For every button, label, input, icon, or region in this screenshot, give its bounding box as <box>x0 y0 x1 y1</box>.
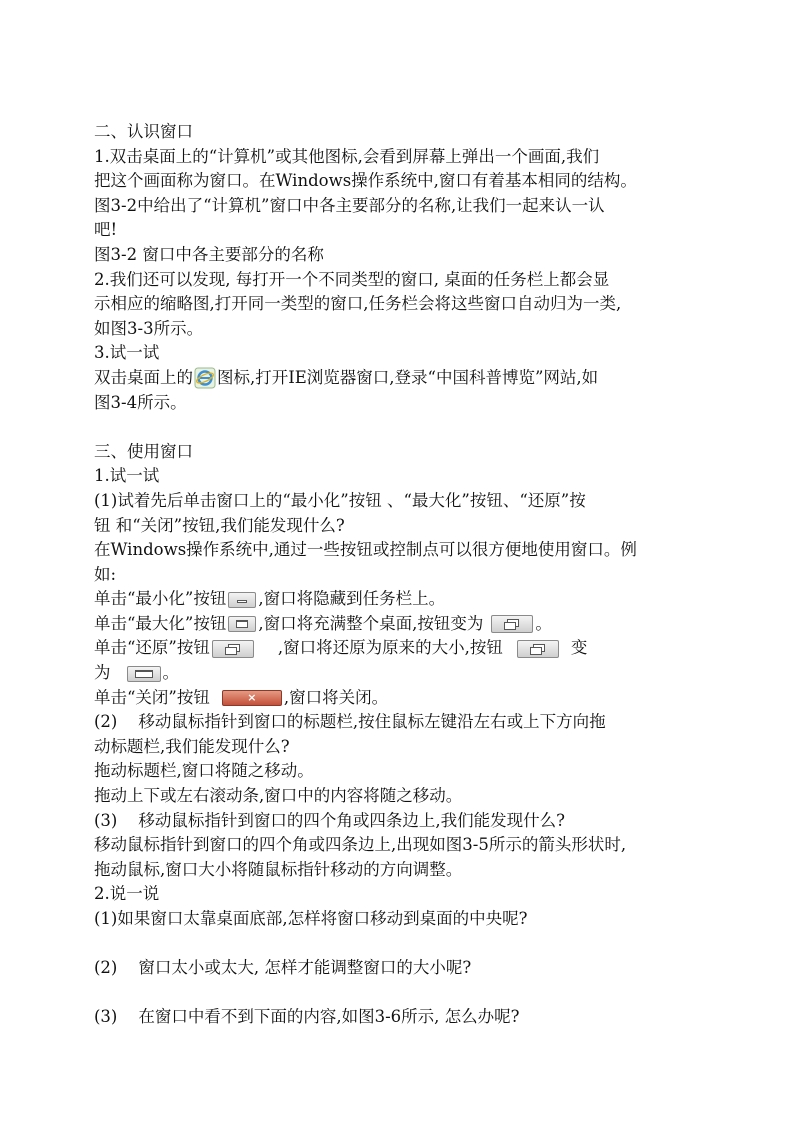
text-segment: 为 <box>94 663 111 683</box>
paragraph-line: (2) 移动鼠标指针到窗口的标题栏,按住鼠标左键沿左右或上下方向拖 <box>94 712 606 732</box>
text-segment: 单击“还原”按钮 <box>94 638 210 658</box>
figure-caption: 图3-2 窗口中各主要部分的名称 <box>94 244 324 264</box>
section-3-heading: 三、使用窗口 <box>94 441 193 461</box>
paragraph-line: 2.我们还可以发现, 每打开一个不同类型的窗口, 桌面的任务栏上都会显 <box>94 269 610 289</box>
paragraph-line <box>94 587 714 612</box>
paragraph-line: 1.双击桌面上的“计算机”或其他图标,会看到屏幕上弹出一个画面,我们 <box>94 146 600 166</box>
paragraph-line: 吧! <box>94 220 118 240</box>
paragraph-line: 如: <box>94 564 117 584</box>
paragraph-line <box>94 366 714 391</box>
paragraph-line <box>94 661 714 686</box>
paragraph-line: 钮 和“关闭”按钮,我们能发现什么? <box>94 515 345 535</box>
text-segment: 单击“最小化”按钮 <box>94 589 227 609</box>
text-segment: 图标,打开IE浏览器窗口,登录“中国科普博览”网站,如 <box>217 367 599 387</box>
subsection-title: 1.试一试 <box>94 466 160 486</box>
restore-button-icon <box>212 640 254 658</box>
question-line: (1)如果窗口太靠桌面底部,怎样将窗口移动到桌面的中央呢? <box>94 909 528 928</box>
text-segment: ,窗口将充满整个桌面,按钮变为 <box>258 613 484 633</box>
paragraph-line: 把这个画面称为窗口。在Windows操作系统中,窗口有着基本相同的结构。 <box>94 171 637 191</box>
paragraph-line: 图3-4所示。 <box>94 392 187 412</box>
paragraph-line <box>94 636 714 661</box>
text-segment: ,窗口将隐藏到任务栏上。 <box>258 589 446 609</box>
text-segment: 。 <box>162 663 179 683</box>
paragraph-line: 如图3-3所示。 <box>94 318 204 338</box>
question-line: (3) 在窗口中看不到下面的内容,如图3-6所示, 怎么办呢? <box>94 1007 520 1027</box>
question-line: (2) 窗口太小或太大, 怎样才能调整窗口的大小呢? <box>94 958 472 978</box>
subsection-title: 3.试一试 <box>94 343 160 363</box>
text-segment: 。 <box>535 613 552 633</box>
document-page <box>94 120 714 1030</box>
paragraph-line: 动标题栏,我们能发现什么? <box>94 736 290 756</box>
paragraph-line: (3) 移动鼠标指针到窗口的四个角或四条边上,我们能发现什么? <box>94 810 565 830</box>
text-segment: 单击“关闭”按钮 <box>94 687 210 707</box>
paragraph-line: 在Windows操作系统中,通过一些按钮或控制点可以很方便地使用窗口。例 <box>94 540 637 560</box>
paragraph-line: 拖动上下或左右滚动条,窗口中的内容将随之移动。 <box>94 786 463 806</box>
maximize-button-icon <box>228 616 256 632</box>
text-segment: 变 <box>570 638 588 658</box>
text-segment: 单击“最大化”按钮 <box>94 613 227 633</box>
maximize-button-icon <box>127 666 161 682</box>
text-segment: 双击桌面上的 <box>94 367 193 387</box>
paragraph-line: 示相应的缩略图,打开同一类型的窗口,任务栏会将这些窗口自动归为一类, <box>94 294 622 314</box>
paragraph-line: 移动鼠标指针到窗口的四个角或四条边上,出现如图3-5所示的箭头形状时, <box>94 835 627 855</box>
minimize-button-icon <box>228 592 256 608</box>
paragraph-line: 图3-2中给出了“计算机”窗口中各主要部分的名称,让我们一起来认一认 <box>94 195 605 215</box>
paragraph-line: 拖动标题栏,窗口将随之移动。 <box>94 761 314 781</box>
restore-button-icon <box>491 615 533 633</box>
close-button-icon: × <box>222 690 282 706</box>
paragraph-line: 拖动鼠标,窗口大小将随鼠标指针移动的方向调整。 <box>94 859 463 879</box>
restore-button-icon <box>517 640 559 658</box>
section-2-heading: 二、认识窗口 <box>94 122 193 141</box>
text-segment: ,窗口将关闭。 <box>283 687 389 707</box>
subsection-title: 2.说一说 <box>94 884 160 904</box>
paragraph-line <box>94 612 714 637</box>
paragraph-line <box>94 686 714 711</box>
text-segment: ,窗口将还原为原来的大小,按钮 <box>277 638 503 658</box>
paragraph-line: (1)试着先后单击窗口上的“最小化”按钮 、“最大化”按钮、“还原”按 <box>94 490 586 510</box>
ie-browser-icon <box>194 367 216 389</box>
